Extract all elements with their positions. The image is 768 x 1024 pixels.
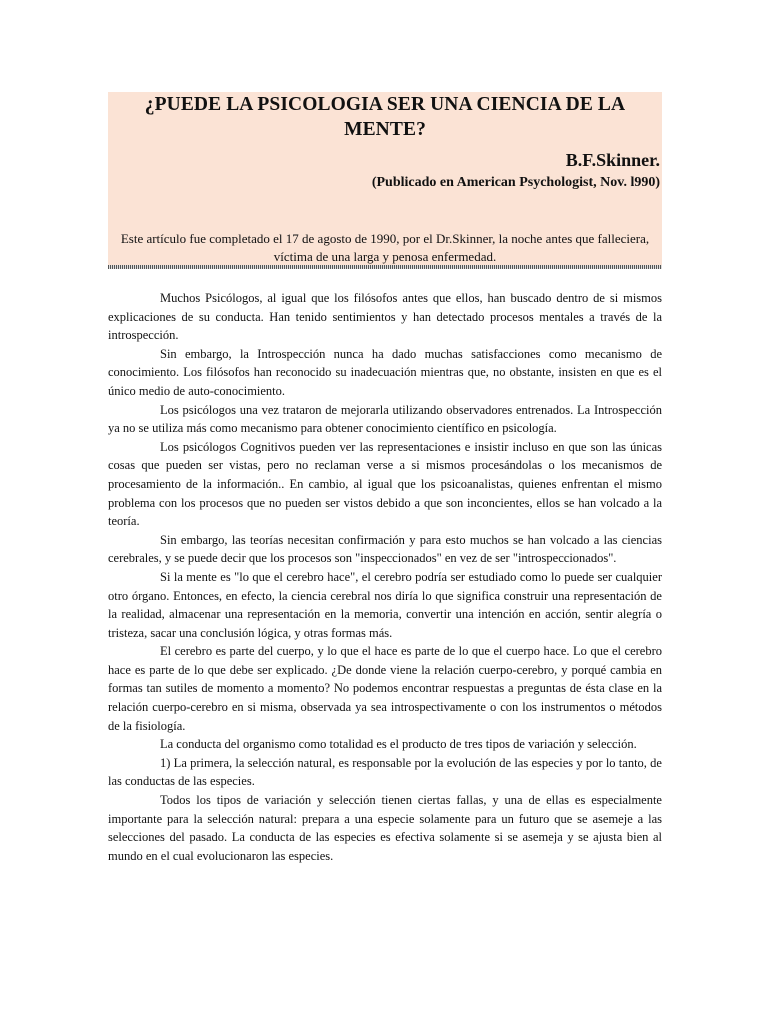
- paragraph: 1) La primera, la selección natural, es responsable por la evolución de las especies y por lo tanto, de las conductas de las especies.: [108, 755, 662, 789]
- paragraph: La conducta del organismo como totalidad es el producto de tres tipos de variación y selección.: [160, 737, 637, 752]
- paragraph: Sin embargo, las teorías necesitan confirmación y para esto muchos se han volcado a las ciencias cerebrales, y se puede decir que los procesos son "inspeccionados" en vez de ser "introspeccionados".: [108, 532, 662, 566]
- paragraph: Todos los tipos de variación y selección tienen ciertas fallas, y una de ellas es especialmente importante para la selección natural: prepara a una especie solamente para un futuro que se asemeje a las selecciones del pasado. La conducta de las especies es efectiva solamente si se asemeja y se ajusta bien al mundo en el cual evolucionaron las especies.: [108, 793, 662, 863]
- editor-note: Este artículo fue completado el 17 de agosto de 1990, por el Dr.Skinner, la noche antes que falleciera, víctima de una larga y penosa enfermedad.: [120, 231, 650, 264]
- article-title: ¿PUEDE LA PSICOLOGIA SER UNA CIENCIA DE LA MENTE?: [144, 94, 626, 140]
- paragraph: Muchos Psicólogos, al igual que los filósofos antes que ellos, han buscado dentro de si mismos explicaciones de su conducta. Han tenido sentimientos y han detectado procesos mentales a través de la introspección.: [108, 291, 662, 343]
- header-divider: [108, 265, 662, 269]
- paragraph: Los psicólogos una vez trataron de mejorarla utilizando observadores entrenados. La Introspección ya no se utiliza más como mecanismo para obtener conocimiento científico en psicología.: [108, 402, 662, 436]
- article-body: [108, 289, 662, 865]
- publication-info: (Publicado en American Psychologist, Nov. l990): [371, 175, 660, 190]
- article-header: [108, 92, 662, 266]
- paragraph: Si la mente es "lo que el cerebro hace", el cerebro podría ser estudiado como lo puede ser cualquier otro órgano. Entonces, en efecto, la ciencia cerebral nos diría lo que significa construir una representación de la realidad, almacenar una representación en la memoria, convertir una intención en acción, sentir alegría o tristeza, sacar una conclusión lógica, y otras formas más.: [108, 569, 662, 640]
- author-name: B.F.Skinner.: [565, 150, 660, 170]
- paragraph: Los psicólogos Cognitivos pueden ver las representaciones e insistir incluso en que son las únicas cosas que pueden ser vistas, pero no reclaman verse a si mismos procesándolas o los mecanismos de procesamiento de la información.. En cambio, al igual que los psicoanalistas, quienes enfrentan el mismo problema con los procesos que no pueden ser vistos debido a que son inconcientes, ellos se han volcado a la teoría.: [108, 439, 662, 529]
- paragraph: Sin embargo, la Introspección nunca ha dado muchas satisfacciones como mecanismo de conocimiento. Los filósofos han reconocido su inadecuación mientras que, no obstante, insisten en que es el único medio de auto-conocimiento.: [108, 346, 662, 398]
- paragraph: El cerebro es parte del cuerpo, y lo que el hace es parte de lo que el cuerpo hace. Lo que el cerebro hace es parte de lo que debe ser explicado. ¿De donde viene la relación cuerpo-cerebro, y porqué cambia en formas tan sutiles de momento a momento? No podemos encontrar respuestas a preguntas de ésta clase en la relación cuerpo-cerebro en si misma, observada ya sea introspectivamente o con los instrumentos o métodos de la fisiología.: [108, 644, 662, 733]
